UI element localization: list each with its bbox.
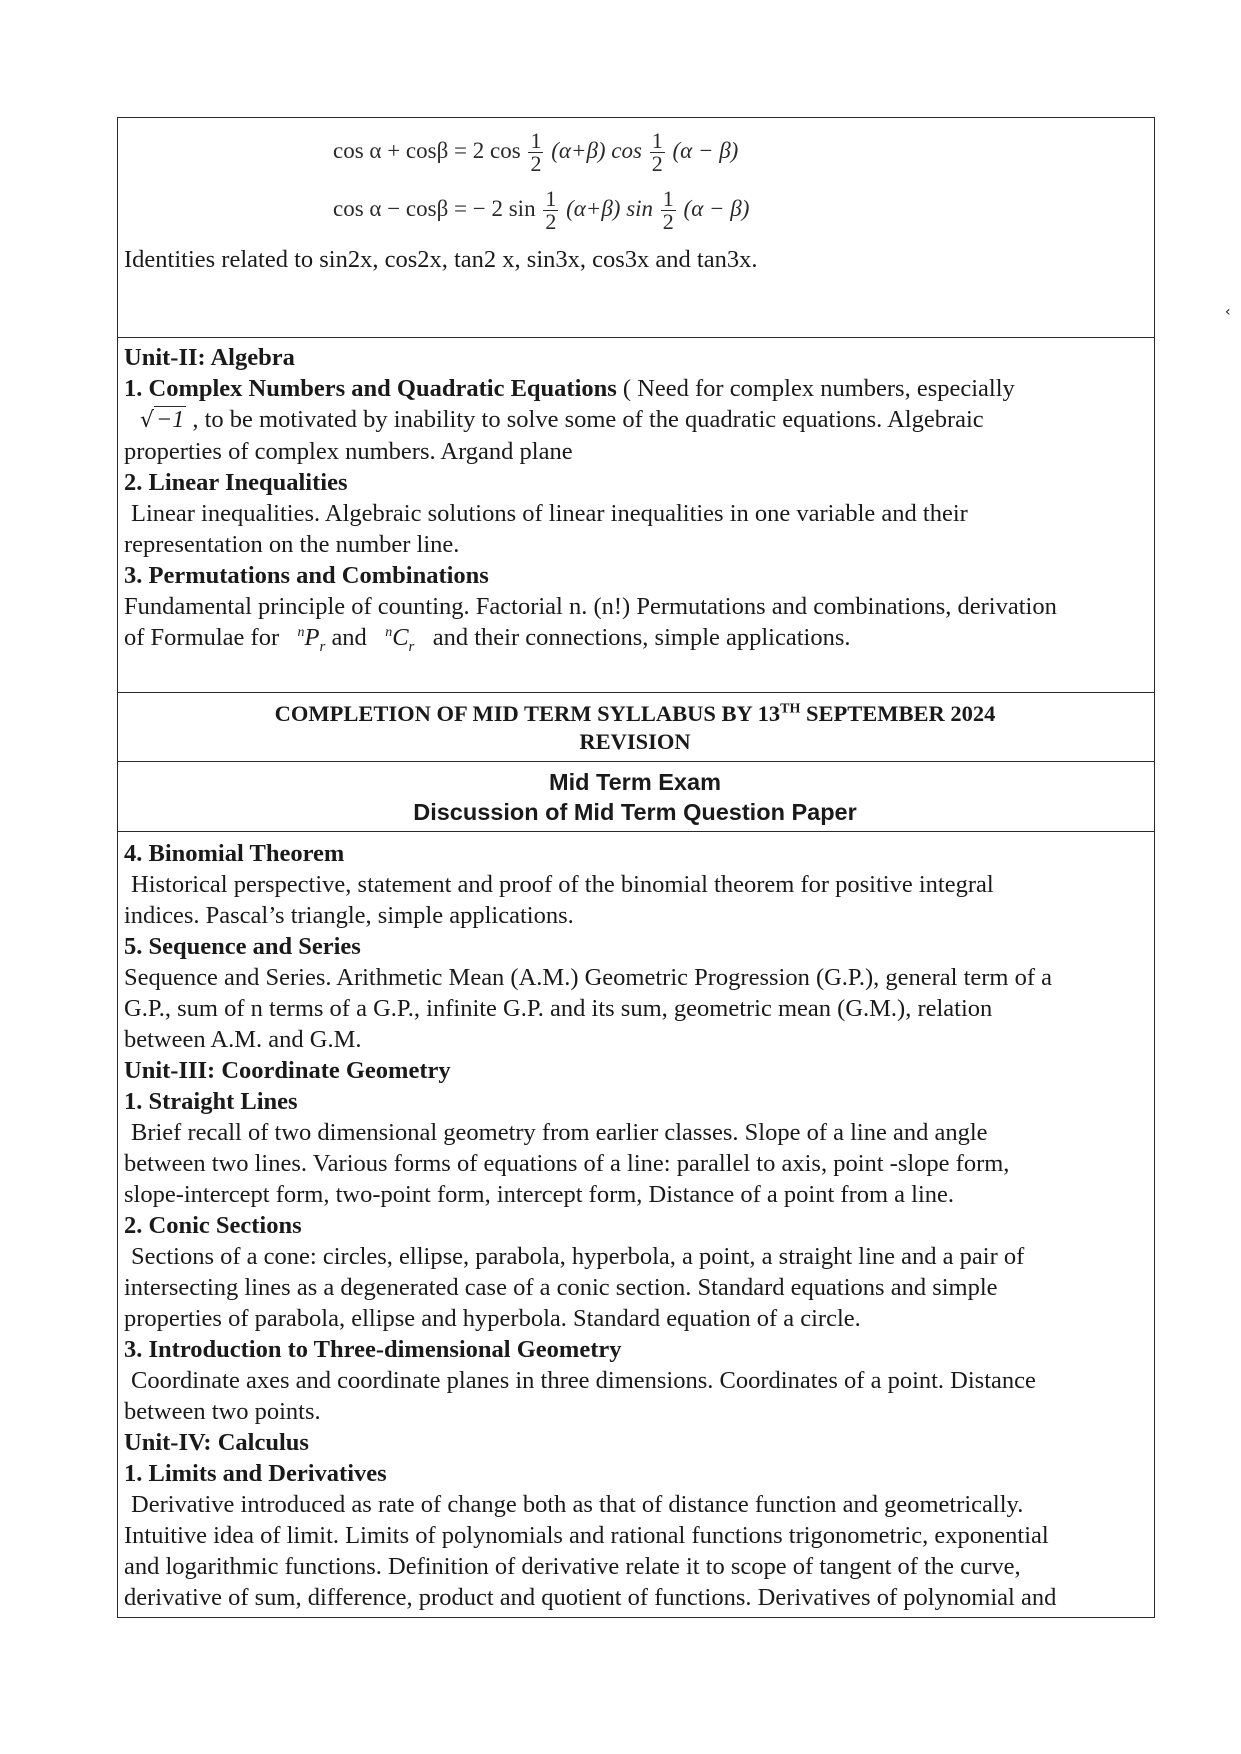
fraction-denominator: 2 [662, 209, 674, 235]
straight-lines-line-2: between two lines. Various forms of equations of a line: parallel to axis, point -slope form, [124, 1150, 1010, 1177]
topic-title: 1. Complex Numbers and Quadratic Equations [124, 375, 617, 402]
formula-part: cos α + cosβ = 2 cos [333, 138, 521, 163]
limits-title: 1. Limits and Derivatives [124, 1460, 387, 1487]
subscript: r [319, 638, 326, 655]
fraction [543, 188, 558, 233]
superscript: TH [780, 701, 801, 717]
fraction [661, 188, 676, 233]
linear-inequalities-title: 2. Linear Inequalities [124, 469, 348, 496]
sqrt-minus-one: √−1 [140, 407, 185, 433]
linear-inequalities-line-1: Linear inequalities. Algebraic solutions of linear inequalities in one variable and their [131, 500, 968, 527]
formula-part: (α+β) cos [551, 138, 642, 163]
formula-part: (α+β) sin [566, 196, 654, 221]
superscript: n [297, 624, 305, 640]
three-d-geometry-line-2: between two points. [124, 1398, 321, 1425]
unit-3-heading: Unit-III: Coordinate Geometry [124, 1057, 451, 1084]
completion-cell [118, 693, 1154, 762]
permutations-line-1: Fundamental principle of counting. Factorial n. (n!) Permutations and combinations, derivation [124, 593, 1057, 620]
three-d-geometry-title: 3. Introduction to Three-dimensional Geometry [124, 1336, 622, 1363]
radicand: −1 [156, 407, 185, 433]
conic-sections-line-2: intersecting lines as a degenerated case of a conic section. Standard equations and simple [124, 1274, 998, 1301]
math-symbol: C [392, 624, 409, 651]
limits-line-2: Intuitive idea of limit. Limits of polynomials and rational functions trigonometric, exponential [124, 1522, 1049, 1549]
conic-sections-line-3: properties of parabola, ellipse and hyperbola. Standard equation of a circle. [124, 1305, 861, 1332]
complex-numbers-line-2 [118, 404, 1154, 436]
straight-lines-line-3: slope-intercept form, two-point form, intercept form, Distance of a point from a line. [124, 1181, 955, 1208]
three-d-geometry-line-1: Coordinate axes and coordinate planes in three dimensions. Coordinates of a point. Distance [131, 1367, 1036, 1394]
text-span: and [325, 624, 373, 651]
completion-line [118, 700, 1154, 728]
fraction [528, 130, 543, 175]
formula-part: (α − β) [683, 196, 750, 221]
unit-4-heading: Unit-IV: Calculus [124, 1429, 309, 1456]
fraction [650, 130, 665, 175]
formula-part: cos α − cosβ = − 2 sin [333, 196, 536, 221]
complex-numbers-line [118, 373, 1154, 404]
topic-intro: ( Need for complex numbers, especially [616, 375, 1015, 402]
permutations-line-2 [118, 622, 1154, 653]
stray-mark: ‹ [1225, 304, 1231, 320]
unit-2-cell [118, 338, 1154, 693]
midterm-exam-line: Mid Term Exam [549, 769, 721, 795]
fraction-denominator: 2 [651, 151, 663, 177]
fraction-denominator: 2 [545, 209, 557, 235]
fraction-numerator: 1 [662, 186, 674, 212]
fraction-denominator: 2 [530, 151, 542, 177]
text-span: of Formulae for [124, 624, 286, 651]
fraction-numerator: 1 [545, 186, 557, 212]
fraction-numerator: 1 [530, 128, 542, 154]
identities-line: Identities related to sin2x, cos2x, tan2 x, sin3x, cos3x and tan3x. [124, 246, 758, 273]
difference-to-product-cos-formula [118, 180, 1154, 238]
formula-part: (α − β) [672, 138, 739, 163]
sum-to-product-cos-formula [118, 122, 1154, 180]
text-span: and their connections, simple applications. [426, 624, 851, 651]
straight-lines-line-1: Brief recall of two dimensional geometry from earlier classes. Slope of a line and angle [131, 1119, 988, 1146]
straight-lines-title: 1. Straight Lines [124, 1088, 298, 1115]
complex-numbers-line-3: properties of complex numbers. Argand plane [124, 438, 573, 465]
trig-identities-cell [118, 118, 1154, 338]
midterm-cell [118, 762, 1154, 832]
syllabus-table [117, 117, 1155, 1618]
conic-sections-title: 2. Conic Sections [124, 1212, 302, 1239]
text-span: , to be motivated by inability to solve some of the quadratic equations. Algebraic [186, 406, 984, 433]
sequence-line-1: Sequence and Series. Arithmetic Mean (A.M.) Geometric Progression (G.P.), general term of a [124, 964, 1053, 991]
limits-line-1: Derivative introduced as rate of change both as that of distance function and geometrically. [131, 1491, 1024, 1518]
superscript: n [385, 624, 393, 640]
syllabus-continued-cell [118, 832, 1154, 1617]
limits-line-4: derivative of sum, difference, product and quotient of functions. Derivatives of polynomial and [124, 1584, 1057, 1611]
sequence-line-3: between A.M. and G.M. [124, 1026, 362, 1053]
text-span: SEPTEMBER 2024 [800, 701, 996, 726]
binomial-title: 4. Binomial Theorem [124, 840, 345, 867]
limits-line-3: and logarithmic functions. Definition of derivative relate it to scope of tangent of the curve, [124, 1553, 1021, 1580]
binomial-line-1: Historical perspective, statement and proof of the binomial theorem for positive integral [131, 871, 994, 898]
sequence-line-2: G.P., sum of n terms of a G.P., infinite G.P. and its sum, geometric mean (G.M.), relation [124, 995, 993, 1022]
permutations-title: 3. Permutations and Combinations [124, 562, 489, 589]
math-symbol: P [304, 624, 320, 651]
fraction-numerator: 1 [651, 128, 663, 154]
midterm-discussion-line: Discussion of Mid Term Question Paper [413, 799, 857, 825]
subscript: r [408, 638, 415, 655]
conic-sections-line-1: Sections of a cone: circles, ellipse, parabola, hyperbola, a point, a straight line and a pair of [131, 1243, 1025, 1270]
unit-2-heading: Unit-II: Algebra [124, 344, 295, 371]
linear-inequalities-line-2: representation on the number line. [124, 531, 460, 558]
sequence-title: 5. Sequence and Series [124, 933, 361, 960]
binomial-line-2: indices. Pascal’s triangle, simple applications. [124, 902, 574, 929]
text-span: COMPLETION OF MID TERM SYLLABUS BY 13 [274, 701, 781, 726]
revision-line: REVISION [579, 729, 691, 754]
